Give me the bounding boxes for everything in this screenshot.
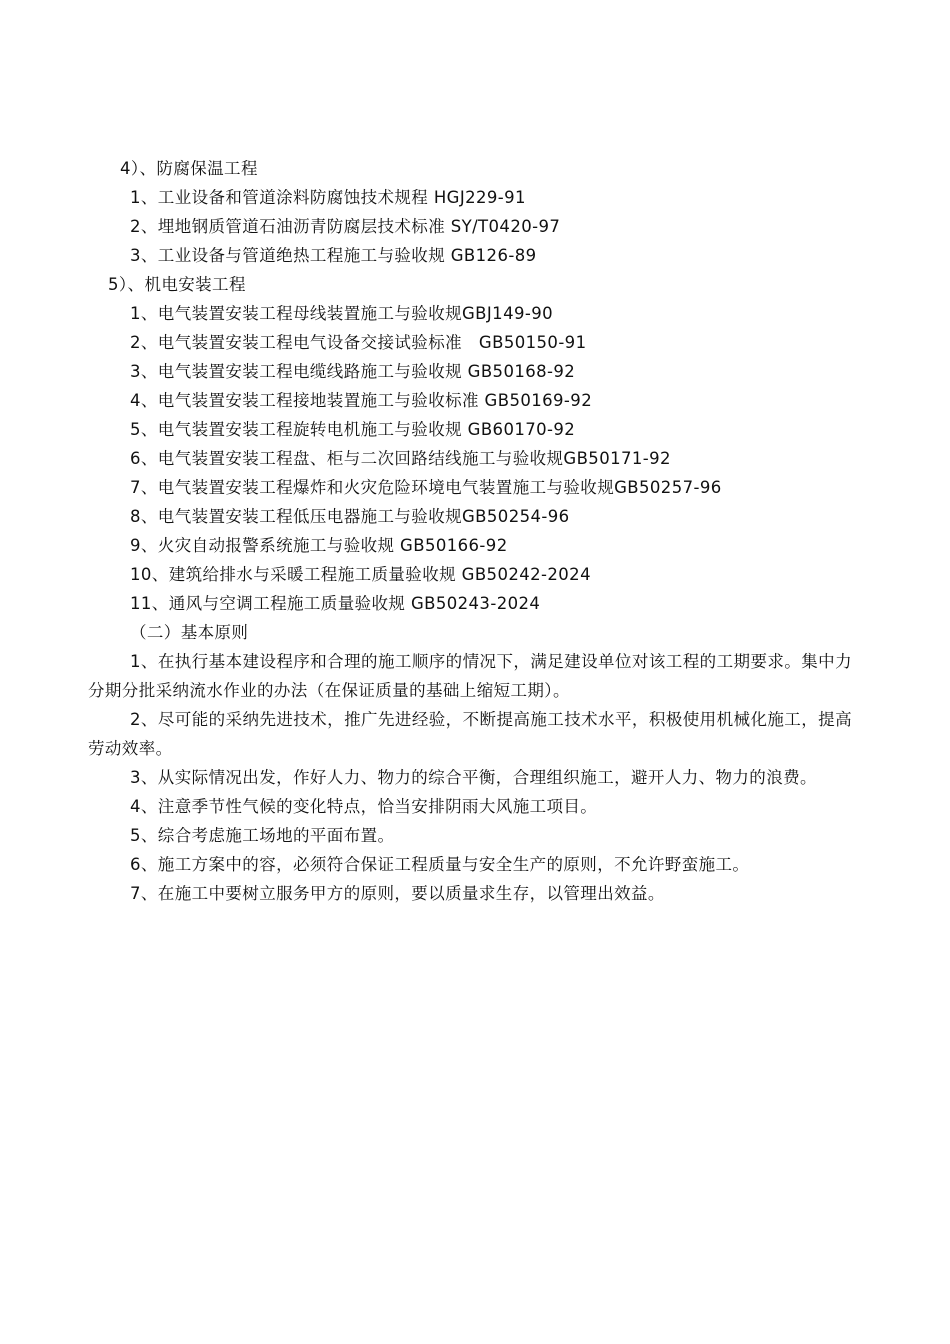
- list-item: 1、工业设备和管道涂料防腐蚀技术规程 HGJ229-91: [130, 188, 526, 207]
- list-item: 3、工业设备与管道绝热工程施工与验收规 GB126-89: [130, 246, 537, 265]
- list-item: 10、建筑给排水与采暖工程施工质量验收规 GB50242-2024: [130, 565, 591, 584]
- section-heading-corrosion-insulation: 4）、防腐保温工程: [120, 159, 258, 178]
- principle-paragraph: 7、在施工中要树立服务甲方的原则，要以质量求生存，以管理出效益。: [130, 884, 665, 903]
- principle-paragraph: 5、综合考虑施工场地的平面布置。: [130, 826, 395, 845]
- list-item: 11、通风与空调工程施工质量验收规 GB50243-2024: [130, 594, 541, 613]
- principle-paragraph: 2、尽可能的采纳先进技术，推广先进经验，不断提高施工技术水平，积极使用机械化施工，提高劳动效率。: [88, 710, 852, 758]
- list-item: 7、电气装置安装工程爆炸和火灾危险环境电气装置施工与验收规GB50257-96: [130, 478, 722, 497]
- list-item: 5、电气装置安装工程旋转电机施工与验收规 GB60170-92: [130, 420, 576, 439]
- list-item: 2、埋地钢质管道石油沥青防腐层技术标准 SY/T0420-97: [130, 217, 561, 236]
- list-item: 4、电气装置安装工程接地装置施工与验收标准 GB50169-92: [130, 391, 593, 410]
- list-item: 2、电气装置安装工程电气设备交接试验标准 GB50150-91: [130, 333, 587, 352]
- list-item: 3、电气装置安装工程电缆线路施工与验收规 GB50168-92: [130, 362, 576, 381]
- list-item: 6、电气装置安装工程盘、柜与二次回路结线施工与验收规GB50171-92: [130, 449, 671, 468]
- section-heading-basic-principles: （二）基本原则: [130, 623, 249, 642]
- principle-paragraph: 3、从实际情况出发，作好人力、物力的综合平衡，合理组织施工，避开人力、物力的浪费。: [130, 768, 817, 787]
- section-heading-electromechanical: 5）、机电安装工程: [108, 275, 246, 294]
- list-item: 8、电气装置安装工程低压电器施工与验收规GB50254-96: [130, 507, 570, 526]
- list-item: 1、电气装置安装工程母线装置施工与验收规GBJ149-90: [130, 304, 554, 323]
- document-body: [88, 154, 852, 908]
- principle-paragraph: 4、注意季节性气候的变化特点，恰当安排阴雨大风施工项目。: [130, 797, 598, 816]
- list-item: 9、火灾自动报警系统施工与验收规 GB50166-92: [130, 536, 508, 555]
- principle-paragraph: 6、施工方案中的容，必须符合保证工程质量与安全生产的原则，不允许野蛮施工。: [130, 855, 750, 874]
- principle-paragraph: 1、在执行基本建设程序和合理的施工顺序的情况下，满足建设单位对该工程的工期要求。集中力分期分批采纳流水作业的办法（在保证质量的基础上缩短工期）。: [88, 652, 852, 700]
